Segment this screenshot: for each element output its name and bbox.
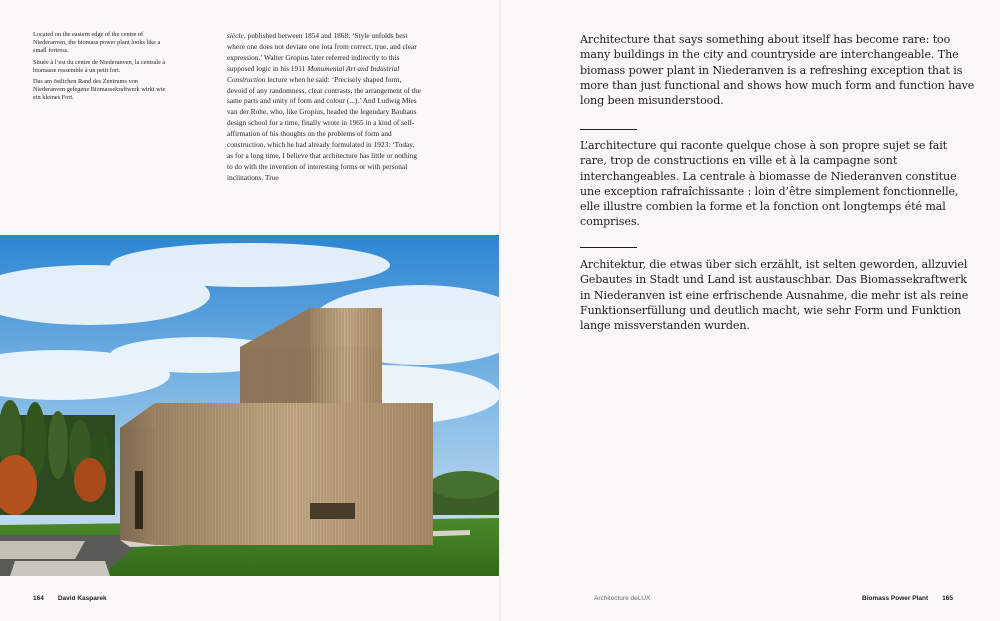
essay-text xyxy=(227,31,422,184)
intro-german: Architektur, die etwas über sich erzählt, ist selten geworden, allzuviel Gebautes in Stadt und Land ist austauschbar. Das Biomassekraftwerk in Niederanven ist eine erfrischende Ausnahme, die mehr ist als reine Funktionserfüllung und deutlich macht, wie sehr Form und Funktion lange missverstanden wurden. xyxy=(580,258,969,333)
intro-french: L’architecture qui raconte quelque chose à son propre sujet se fait rare, trop de constructions en ville et à la campagne sont interchangeables. La centrale à biomasse de Niederanven constitue une exception rafraîchissante : loin d’être simplement fonctionnelle, elle illustre combien la forme et la fonction ont longtemps été mal comprises. xyxy=(580,139,959,229)
power-plant-photo xyxy=(0,235,500,576)
folio-left xyxy=(33,595,107,602)
separator-rule xyxy=(580,129,637,130)
separator-rule xyxy=(580,247,637,248)
section-title: Biomass Power Plant xyxy=(862,595,929,602)
caption-german: Das am östlichen Rand des Zentrums von Niederanven gelegene Biomassekraftwerk wirkt wie ein kleines Fort. xyxy=(33,78,166,102)
running-title: Architecture deLUX xyxy=(594,595,651,602)
photo-caption xyxy=(33,31,168,106)
book-spine xyxy=(499,0,501,621)
page-number-left: 164 xyxy=(33,595,44,602)
folio-right xyxy=(862,595,953,602)
caption-english: Located on the eastern edge of the centre of Niederanven, the biomass power plant looks like a small fortress. xyxy=(33,31,161,55)
essay-italic-lecture-title: Monumental Art and Industrial Construction xyxy=(227,64,400,84)
essay-italic-siecle: siècle xyxy=(227,32,244,40)
essay-text-part: , published between 1854 and 1868: ‘Style unfolds best where one does not deviate one iota from correct, true, and clear expression.’ Walter Gropius later referred indirectly to this supposed logic in his 1911 xyxy=(227,32,417,73)
caption-french: Située à l’est du centre de Niederanven, la centrale à biomasse ressemble à un petit fort. xyxy=(33,58,166,74)
essay-text-part: lecture when he said: ‘Precisely shaped form, devoid of any randomness, clear contrasts, the arrangement of the same parts and unity of form and colour (...).’ And Ludwig Mies van der Rohe, who, like Gropius, headed the legendary Bauhaus design school for a time, finally wrote in 1965 in a kind of self-affirmation of his thoughts on the problems of form and construction, which he had already formulated in 1923: ‘Today, as for a long time, I believe that architecture has little or nothing to do with the invention of interesting forms or with personal inclinations. True xyxy=(227,75,421,182)
author-name: David Kasparek xyxy=(57,595,107,602)
intro-english: Architecture that says something about itself has become rare: too many buildings in the city and countryside are interchangeable. The biomass power plant in Niederanven is a refreshing exception that is more than just functional and shows how much form and function have long been misunderstood. xyxy=(580,33,975,108)
page-number-right: 165 xyxy=(942,595,953,602)
